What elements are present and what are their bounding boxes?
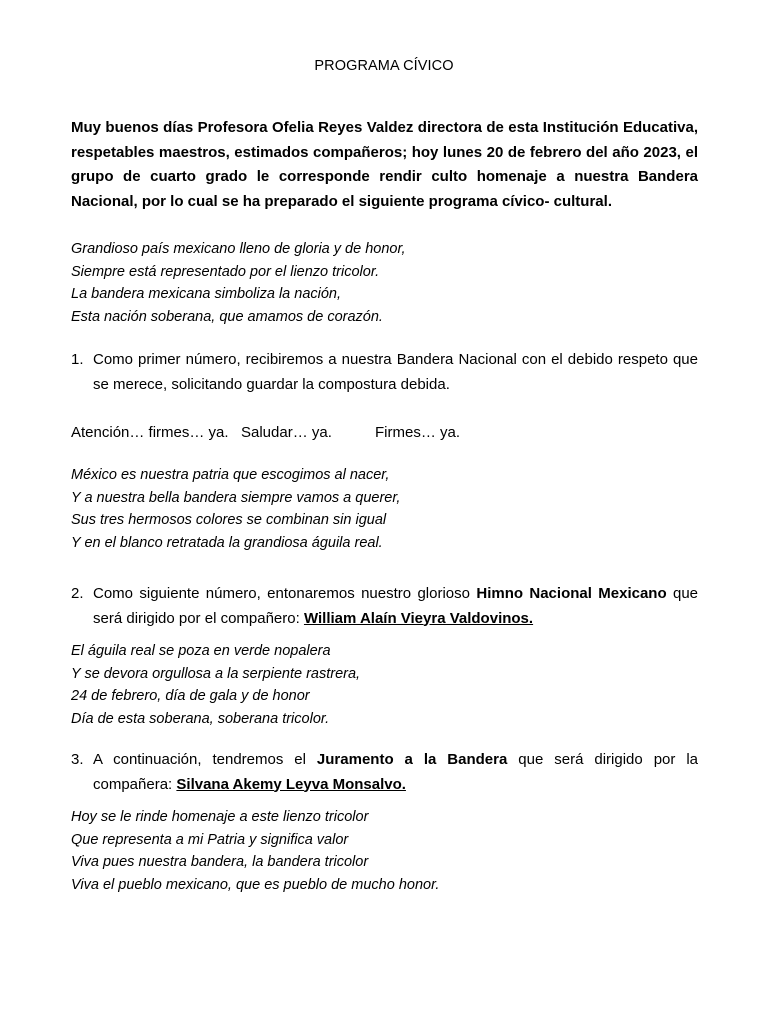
verse-line: La bandera mexicana simboliza la nación,	[71, 286, 342, 303]
verse-line: Día de esta soberana, soberana tricolor.	[71, 710, 330, 727]
verse-1	[71, 238, 698, 328]
verse-line: 24 de febrero, día de gala y de honor	[71, 688, 310, 705]
command-firm: Firmes… ya.	[375, 424, 461, 441]
director-name: Silvana Akemy Leyva Monsalvo.	[176, 775, 406, 793]
verse-line: Grandioso país mexicano lleno de gloria y de honor,	[71, 241, 406, 257]
flag-commands	[71, 422, 698, 444]
verse-4	[71, 806, 698, 896]
item-number: 2.	[71, 585, 84, 602]
page-title: PROGRAMA CÍVICO	[314, 58, 454, 74]
anthem-label: Himno Nacional Mexicano	[476, 585, 667, 602]
item-text-a: Como siguiente número, entonaremos nuestro glorioso	[93, 585, 477, 602]
command-salute: Saludar… ya.	[241, 424, 332, 441]
verse-line: Hoy se le rinde homenaje a este lienzo tricolor	[71, 809, 369, 825]
item-text-b: que será dirigido por la compañera:	[93, 751, 698, 793]
item-text	[71, 748, 698, 797]
director-name: William Alaín Vieyra Valdovinos.	[303, 609, 534, 627]
item-text-a: A continuación, tendremos el	[93, 751, 317, 768]
program-item-2	[71, 582, 698, 631]
item-text-b: que será dirigido por el compañero:	[93, 585, 699, 627]
item-text: Como primer número, recibiremos a nuestra Bandera Nacional con el debido respeto que se merece, solicitando guardar la compostura debida.	[93, 351, 698, 393]
verse-2	[71, 464, 698, 554]
verse-line: El águila real se poza en verde nopalera	[71, 643, 331, 659]
program-item-1	[71, 348, 698, 397]
verse-line: Que representa a mi Patria y significa valor	[71, 831, 349, 848]
item-number: 3.	[71, 751, 84, 768]
verse-3	[71, 640, 698, 730]
item-text	[71, 582, 698, 631]
verse-line: Y a nuestra bella bandera siempre vamos a querer,	[71, 489, 401, 506]
oath-label: Juramento a la Bandera	[316, 751, 508, 768]
verse-line: Viva el pueblo mexicano, que es pueblo de mucho honor.	[71, 876, 440, 893]
intro-paragraph: Muy buenos días Profesora Ofelia Reyes Valdez directora de esta Institución Educativa, respetables maestros, estimados compañeros; hoy lunes 20 de febrero del año 2023, el grupo de cuarto grado le corresponde rendir culto homenaje a nuestra Bandera Nacional, por lo cual se ha preparado el siguiente programa cívico- cultural.	[71, 119, 698, 210]
verse-line: México es nuestra patria que escogimos al nacer,	[71, 467, 390, 483]
program-item-3	[71, 748, 698, 797]
verse-line: Sus tres hermosos colores se combinan sin igual	[71, 512, 387, 529]
verse-line: Viva pues nuestra bandera, la bandera tricolor	[71, 854, 369, 871]
verse-line: Y en el blanco retratada la grandiosa águila real.	[71, 534, 383, 551]
verse-line: Siempre está representado por el lienzo tricolor.	[71, 263, 380, 280]
command-attention: Atención… firmes… ya.	[71, 424, 229, 441]
item-number: 1.	[71, 351, 84, 368]
verse-line: Esta nación soberana, que amamos de corazón.	[71, 308, 383, 325]
verse-line: Y se devora orgullosa a la serpiente rastrera,	[71, 665, 361, 682]
